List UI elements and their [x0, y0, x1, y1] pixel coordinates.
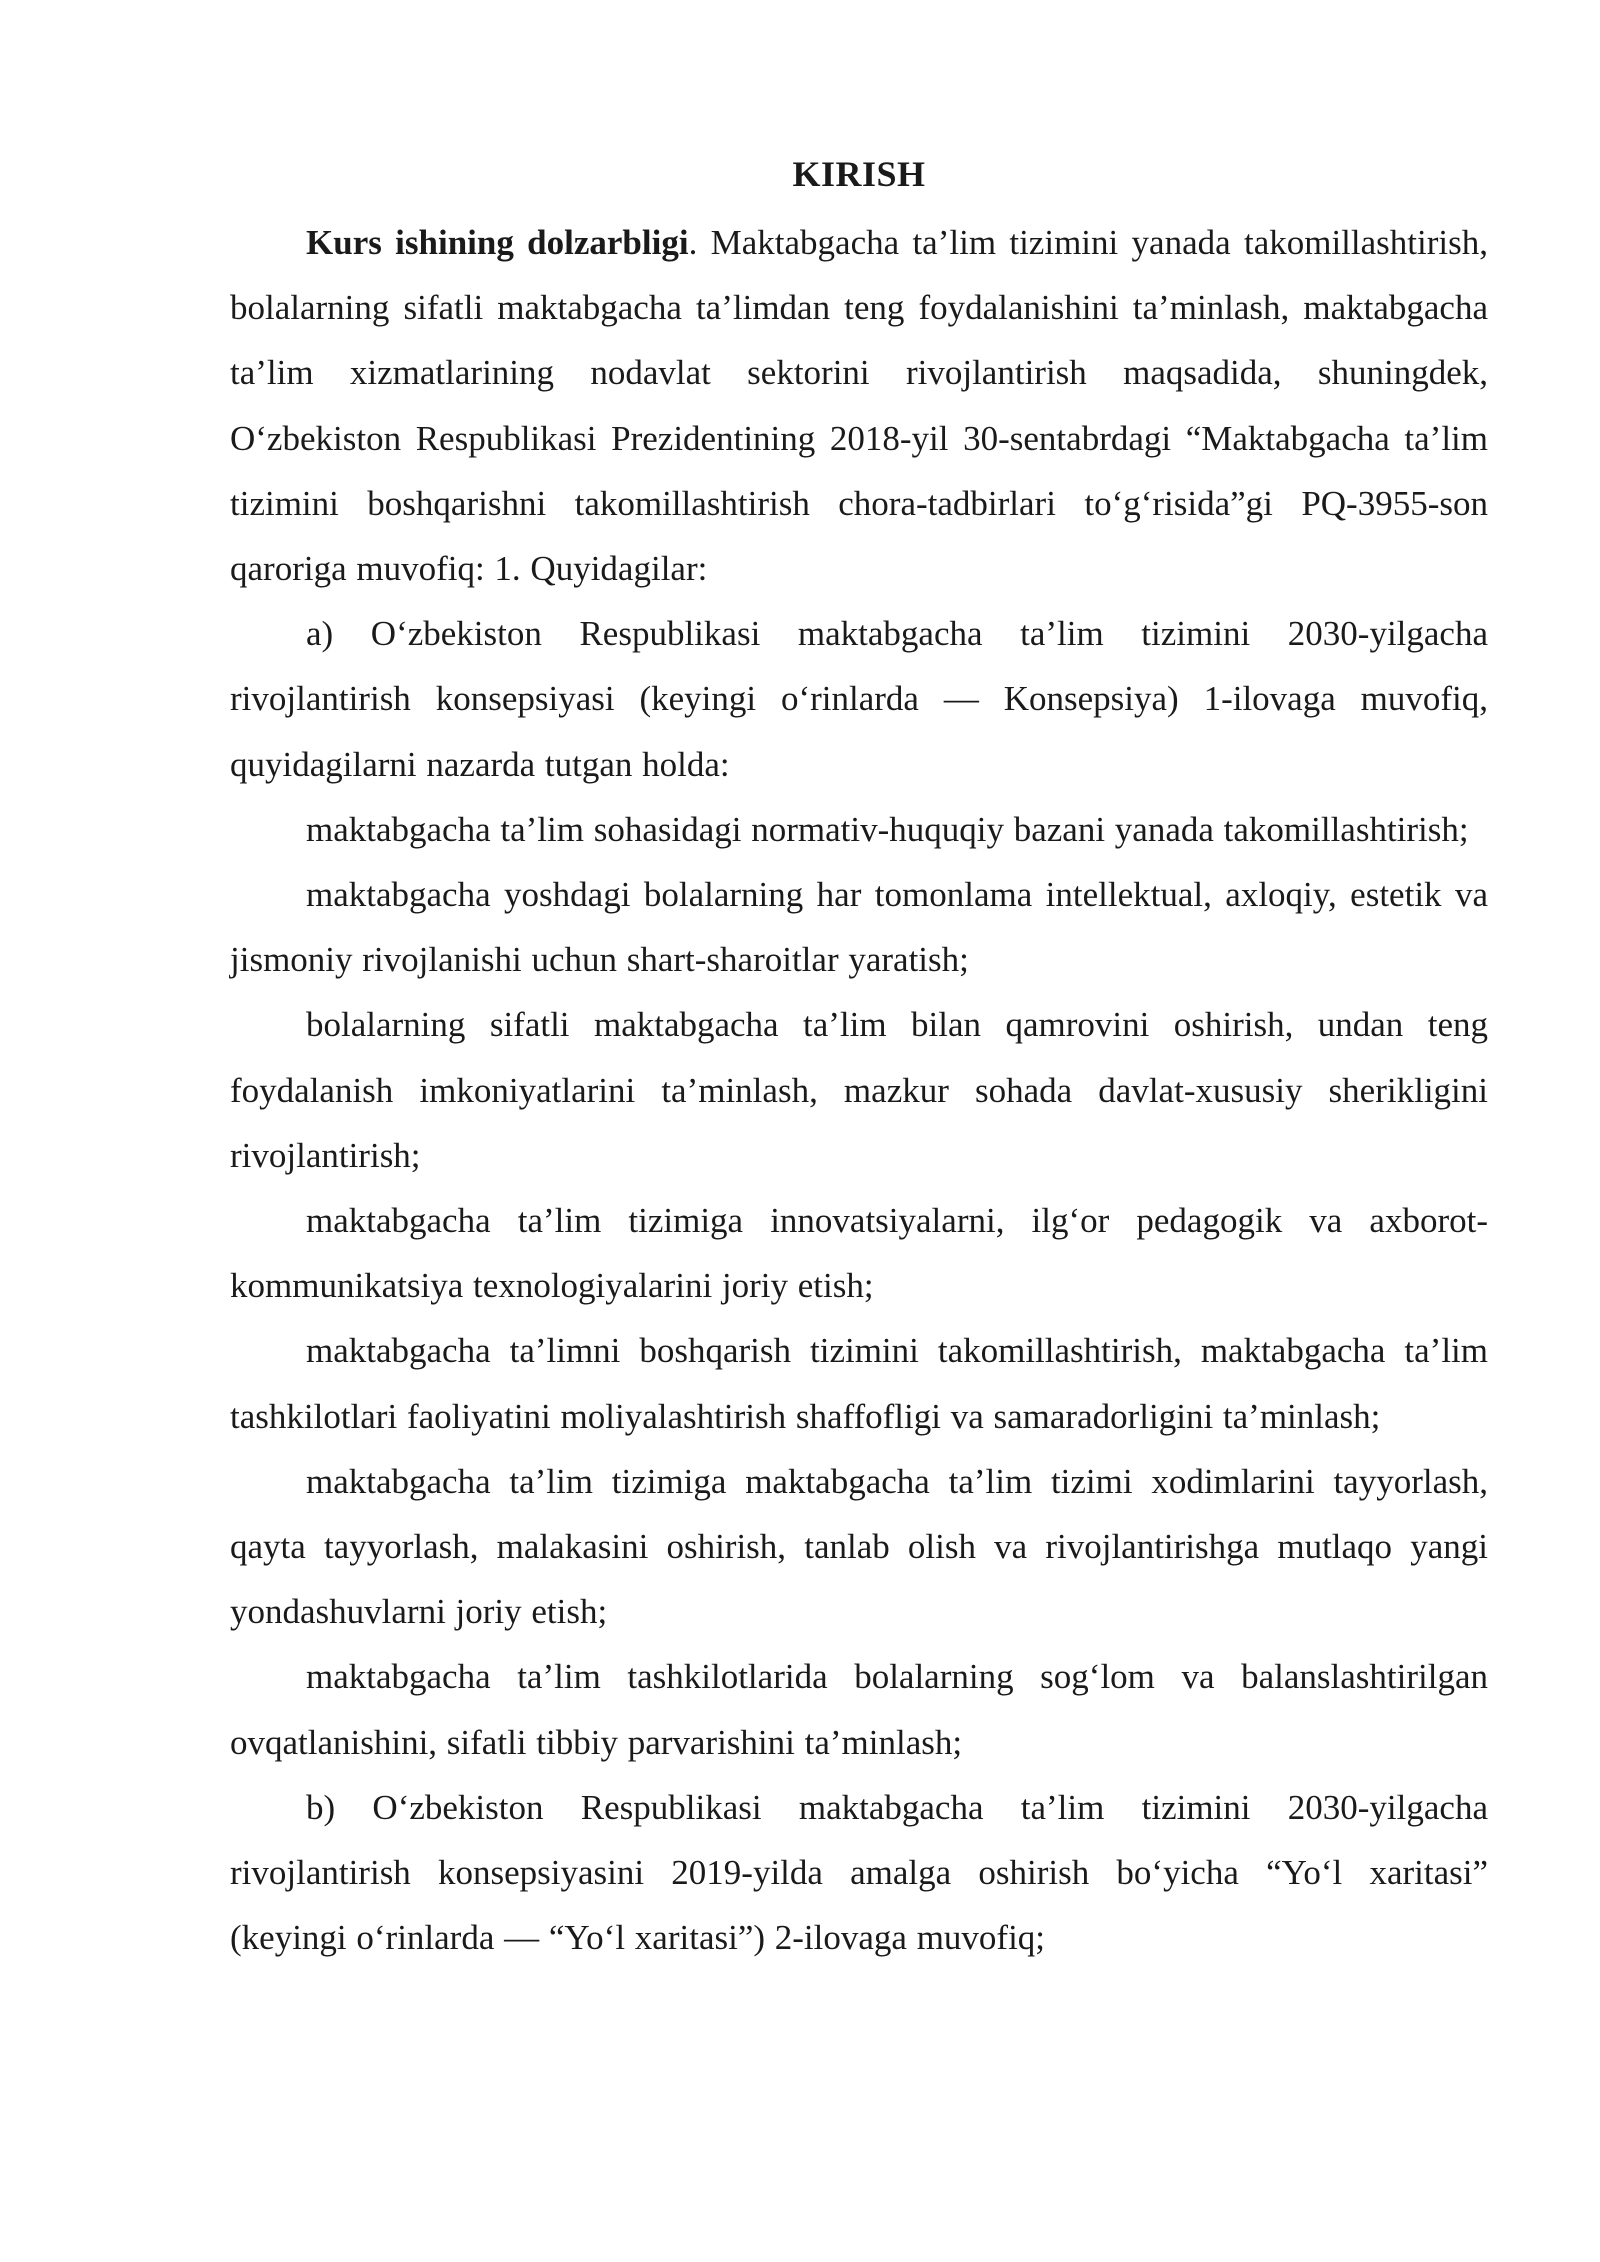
list-item-normativ-baza: maktabgacha ta’lim sohasidagi normativ-huquqiy bazani yanada takomillashtirish;	[306, 809, 1469, 849]
list-item-rivojlanish-sharoit: maktabgacha yoshdagi bolalarning har tomonlama intellektual, axloqiy, estetik va jismoniy rivojlanishi uchun shart-sharoitlar yaratish;	[230, 875, 1488, 980]
intro-text: Maktabgacha ta’lim tizimini yanada takomillashtirish, bolalarning sifatli maktabgacha ta’limdan teng foydalanishini ta’minlash, maktabgacha ta’lim xizmatlarining nodavlat sektorini rivojlantirish maqsadida, shuningdek, O‘zbekiston Respublikasi Prezidentining 2018-yil 30-sentabrdagi “Maktabgacha ta’lim tizimini boshqarishni takomillashtirish chora-tadbirlari to‘g‘risida”gi PQ-3955-son qaroriga muvofiq: 1. Quyidagilar:	[230, 223, 1488, 589]
document-page	[230, 148, 1488, 1970]
list-item-kadrlar: maktabgacha ta’lim tizimiga maktabgacha ta’lim tizimi xodimlarini tayyorlash, qayta tayyorlash, malakasini oshirish, tanlab olish va rivojlantirishga mutlaqo yangi yondashuvlarni joriy etish;	[230, 1461, 1488, 1632]
list-item-qamrov: bolalarning sifatli maktabgacha ta’lim bilan qamrovini oshirish, undan teng foydalanish imkoniyatlarini ta’minlash, mazkur sohada davlat-xususiy sherikligini rivojlantirish;	[230, 1005, 1488, 1175]
intro-paragraph	[230, 210, 1488, 601]
paragraph-b: b) O‘zbekiston Respublikasi maktabgacha ta’lim tizimini 2030-yilgacha rivojlantirish konsepsiyasini 2019-yilda amalga oshirish bo‘yicha “Yo‘l xaritasi” (keyingi o‘rinlarda — “Yo‘l xaritasi”) 2-ilovaga muvofiq;	[230, 1787, 1488, 1958]
intro-lead: Kurs ishining dolzarbligi	[306, 223, 689, 262]
document-title: KIRISH	[792, 154, 926, 194]
list-item-innovatsiya: maktabgacha ta’lim tizimiga innovatsiyalarni, ilg‘or pedagogik va axborot-kommunikatsiya texnologiyalarini joriy etish;	[230, 1201, 1488, 1306]
paragraph-a: a) O‘zbekiston Respublikasi maktabgacha ta’lim tizimini 2030-yilgacha rivojlantirish konsepsiyasi (keyingi o‘rinlarda — Konsepsiya) 1-ilovaga muvofiq, quyidagilarni nazarda tutgan holda:	[230, 614, 1488, 784]
intro-lead-punct: .	[688, 223, 698, 262]
list-item-boshqaruv: maktabgacha ta’limni boshqarish tizimini takomillashtirish, maktabgacha ta’lim tashkilotlari faoliyatini moliyalashtirish shaffofligi va samaradorligini ta’minlash;	[230, 1331, 1488, 1436]
list-item-ovqatlanish: maktabgacha ta’lim tashkilotlarida bolalarning sog‘lom va balanslashtirilgan ovqatlanishini, sifatli tibbiy parvarishini ta’minlash;	[230, 1657, 1488, 1762]
